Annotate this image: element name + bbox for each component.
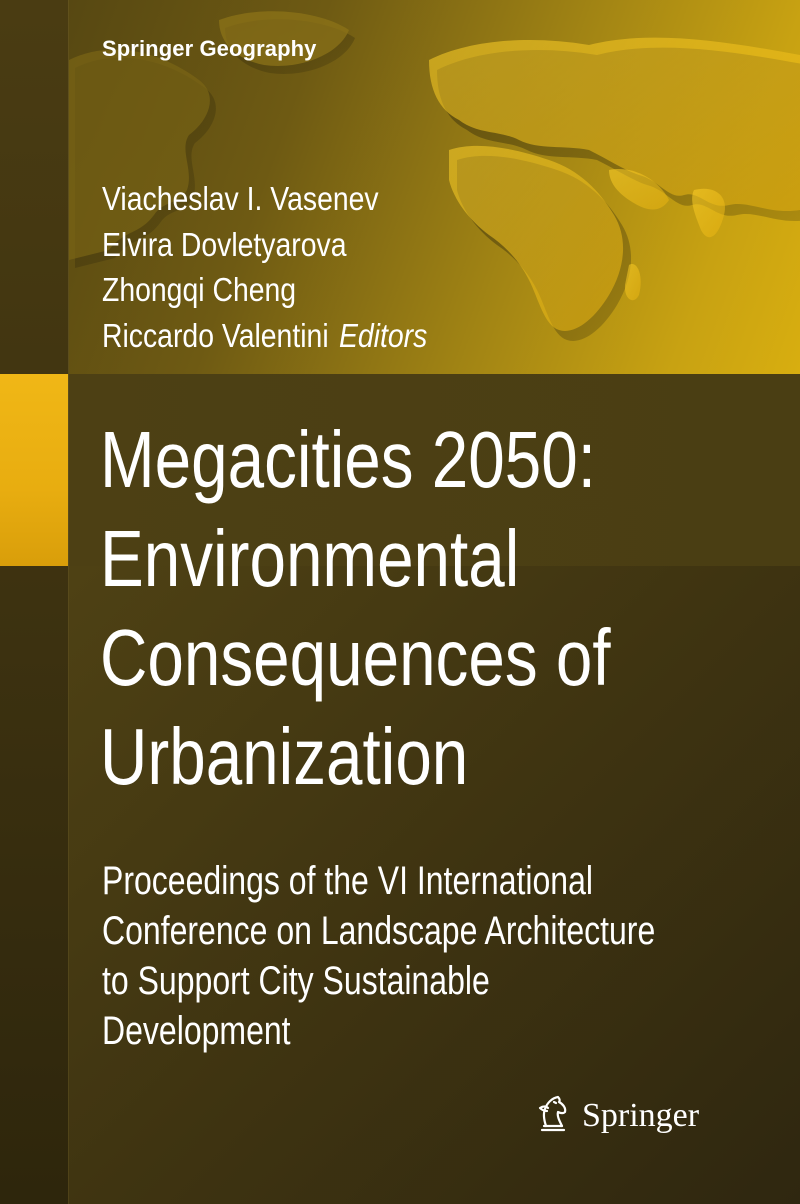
series-name: Springer Geography bbox=[102, 36, 317, 61]
editor-name: Elvira Dovletyarova bbox=[102, 225, 347, 263]
title-line: Megacities 2050: bbox=[100, 415, 596, 504]
subtitle-line: Development bbox=[102, 1009, 291, 1053]
book-title bbox=[100, 410, 611, 806]
title-line: Environmental bbox=[100, 514, 520, 603]
editor-name: Viacheslav I. Vasenev bbox=[102, 180, 379, 217]
editors-role-label: Editors bbox=[338, 316, 428, 354]
spine-accent-block bbox=[0, 374, 68, 566]
editor-name: Zhongqi Cheng bbox=[102, 271, 297, 308]
publisher-logo bbox=[530, 1090, 699, 1141]
subtitle-line: Conference on Landscape Architecture bbox=[102, 909, 656, 953]
book-subtitle bbox=[102, 856, 655, 1056]
subtitle-line: to Support City Sustainable bbox=[102, 959, 490, 1003]
editor-name: Riccardo Valentini bbox=[102, 316, 329, 354]
title-line: Consequences of bbox=[100, 613, 611, 702]
publisher-name: Springer bbox=[582, 1096, 700, 1134]
title-line: Urbanization bbox=[100, 712, 469, 801]
springer-knight-icon bbox=[530, 1090, 576, 1141]
editors-block bbox=[102, 176, 427, 358]
cover-spine-strip bbox=[0, 0, 69, 1204]
subtitle-line: Proceedings of the VI International bbox=[102, 859, 593, 903]
